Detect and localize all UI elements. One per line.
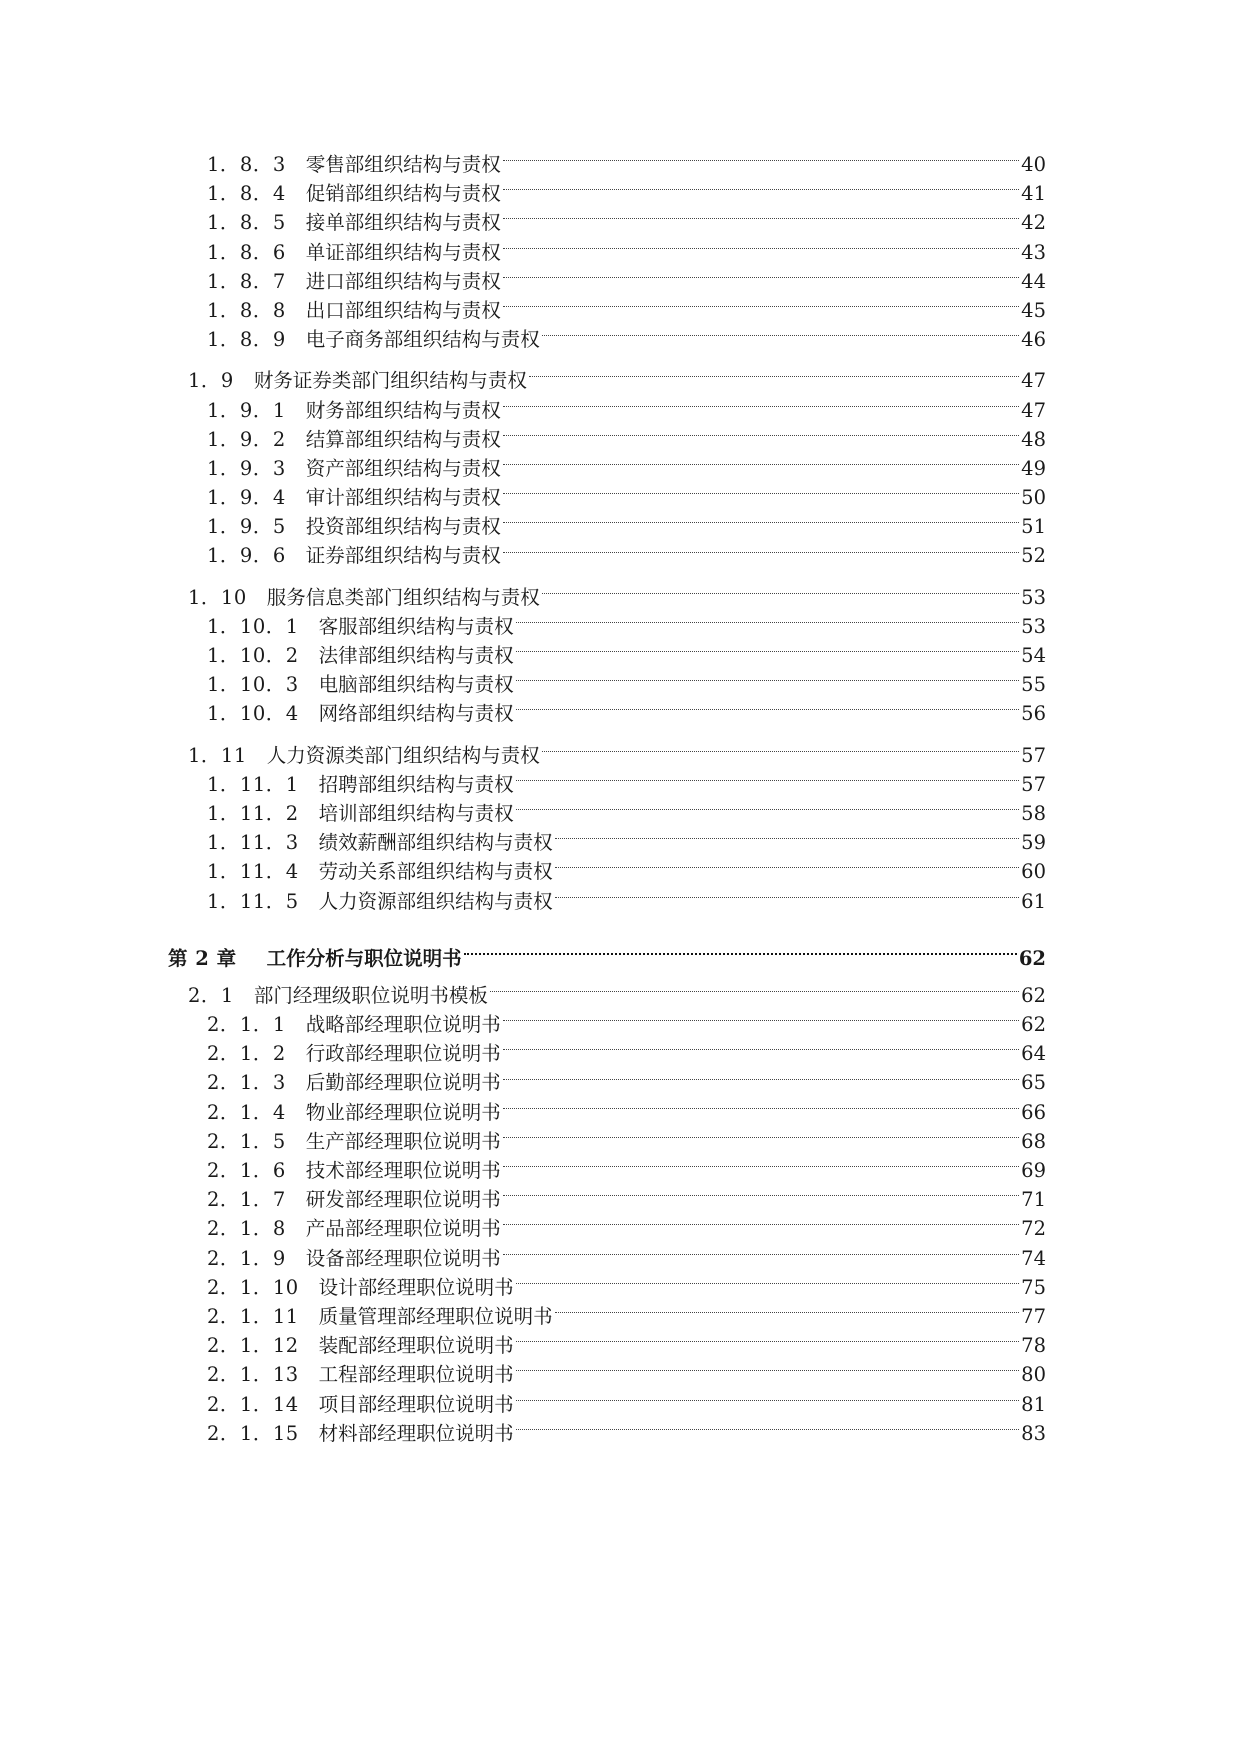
toc-title: 电脑部组织结构与责权: [318, 673, 514, 697]
toc-number: 2．1．7: [207, 1188, 286, 1212]
toc-title: 零售部组织结构与责权: [305, 153, 501, 176]
toc-number: 1．10．3: [207, 673, 299, 697]
toc-title: 研发部经理职位说明书: [305, 1188, 501, 1212]
toc-title: 招聘部组织结构与责权: [318, 772, 514, 796]
toc-entry[interactable]: [0, 828, 1241, 857]
toc-number: 1．9．2: [207, 427, 286, 451]
toc-page-number: 77: [1021, 1304, 1046, 1328]
toc-page-number: 83: [1021, 1421, 1046, 1445]
toc-page-number: 57: [1021, 743, 1046, 767]
toc-entry[interactable]: [0, 741, 1241, 770]
toc-page-number: 68: [1021, 1129, 1046, 1153]
toc-entry[interactable]: [0, 150, 1241, 179]
toc-entry[interactable]: [0, 1214, 1241, 1243]
toc-number: 1．11．5: [207, 889, 299, 913]
dot-leader: [555, 1312, 1020, 1313]
toc-title: 工程部经理职位说明书: [318, 1363, 514, 1387]
toc-entry[interactable]: [0, 483, 1241, 512]
dot-leader: [516, 1400, 1020, 1401]
toc-number: 2．1．11: [207, 1304, 299, 1328]
dot-leader: [503, 1020, 1019, 1021]
dot-leader: [503, 277, 1019, 278]
dot-leader: [503, 464, 1019, 465]
toc-page-number: 57: [1021, 772, 1046, 796]
toc-entry[interactable]: [0, 366, 1241, 395]
toc-number: 1．10．2: [207, 644, 299, 667]
toc-title: 财务部组织结构与责权: [305, 398, 501, 422]
toc-entry[interactable]: [0, 1010, 1241, 1039]
toc-title: 投资部组织结构与责权: [305, 515, 501, 539]
toc-title: 法律部组织结构与责权: [318, 644, 514, 667]
toc-number: 1．11．2: [207, 801, 299, 825]
dot-leader: [542, 335, 1019, 336]
toc-entry[interactable]: [0, 641, 1241, 670]
toc-entry[interactable]: [0, 179, 1241, 208]
toc-entry[interactable]: [0, 1068, 1241, 1097]
toc-number: 2．1．2: [207, 1042, 286, 1066]
table-of-contents: [0, 150, 1241, 1448]
toc-number: 1．9．5: [207, 515, 286, 539]
toc-entry[interactable]: [0, 670, 1241, 699]
toc-entry[interactable]: [0, 541, 1241, 570]
dot-leader: [516, 809, 1020, 810]
toc-page-number: 55: [1021, 673, 1046, 697]
toc-page-number: 60: [1021, 860, 1046, 884]
toc-title: 部门经理级职位说明书模板: [253, 983, 488, 1007]
toc-title: 结算部组织结构与责权: [305, 427, 501, 451]
toc-entry[interactable]: [0, 612, 1241, 641]
toc-page-number: 53: [1021, 585, 1046, 609]
dot-leader: [516, 709, 1020, 710]
toc-page-number: 54: [1021, 644, 1046, 667]
dot-leader: [503, 1166, 1019, 1167]
toc-page-number: 74: [1021, 1246, 1046, 1270]
toc-page-number: 48: [1021, 427, 1046, 451]
toc-entry[interactable]: [0, 325, 1241, 354]
toc-number: 1．9．6: [207, 544, 286, 568]
toc-number: 2．1．1: [207, 1013, 286, 1037]
toc-title: 物业部经理职位说明书: [305, 1100, 501, 1124]
toc-title: 生产部经理职位说明书: [305, 1129, 501, 1153]
dot-leader: [490, 991, 1019, 992]
toc-number: 1．8．9: [207, 328, 286, 352]
toc-title: 设备部经理职位说明书: [305, 1246, 501, 1270]
toc-number: 1．9．1: [207, 398, 286, 422]
dot-leader: [503, 248, 1019, 249]
toc-number: 2．1．12: [207, 1334, 299, 1358]
toc-page-number: 65: [1021, 1071, 1046, 1095]
toc-page-number: 56: [1021, 702, 1046, 726]
toc-entry[interactable]: [0, 238, 1241, 267]
toc-title: 资产部组织结构与责权: [305, 456, 501, 480]
dot-leader: [503, 522, 1019, 523]
toc-number: 1．10．1: [207, 614, 299, 638]
toc-title: 进口部组织结构与责权: [305, 269, 501, 293]
toc-title: 证券部组织结构与责权: [305, 544, 501, 568]
toc-number: 1．9．4: [207, 486, 286, 510]
dot-leader: [503, 1195, 1019, 1196]
dot-leader: [516, 1283, 1020, 1284]
dot-leader: [503, 1108, 1019, 1109]
toc-title: 装配部经理职位说明书: [318, 1334, 514, 1358]
toc-page-number: 42: [1021, 211, 1046, 235]
toc-number: 1．8．3: [207, 153, 286, 176]
dot-leader: [542, 751, 1019, 752]
toc-number: 2．1．5: [207, 1129, 286, 1153]
toc-title: 绩效薪酬部组织结构与责权: [318, 831, 553, 855]
toc-entry[interactable]: [0, 1039, 1241, 1068]
toc-page-number: 43: [1021, 240, 1046, 264]
toc-page-number: 62: [1021, 983, 1046, 1007]
toc-title: 服务信息类部门组织结构与责权: [266, 585, 540, 609]
dot-leader: [503, 1224, 1019, 1225]
toc-number: 1．9．3: [207, 456, 286, 480]
dot-leader: [503, 160, 1019, 161]
toc-entry[interactable]: [0, 267, 1241, 296]
toc-page-number: 59: [1021, 831, 1046, 855]
toc-entry[interactable]: [0, 583, 1241, 612]
toc-title: 促销部组织结构与责权: [305, 182, 501, 206]
toc-number: 2．1．15: [207, 1421, 299, 1445]
toc-number: 2．1: [188, 983, 234, 1007]
toc-page-number: 72: [1021, 1217, 1046, 1241]
toc-page-number: 49: [1021, 456, 1046, 480]
toc-number: 2．1．14: [207, 1392, 299, 1416]
toc-title: 出口部组织结构与责权: [305, 298, 501, 322]
toc-entry[interactable]: [0, 1331, 1241, 1360]
toc-title: 财务证券类部门组织结构与责权: [253, 369, 527, 393]
toc-number: 1．11．4: [207, 860, 299, 884]
toc-entry[interactable]: [0, 1098, 1241, 1127]
toc-number: 1．8．5: [207, 211, 286, 235]
toc-title: 电子商务部组织结构与责权: [305, 328, 540, 352]
toc-number: 2．1．4: [207, 1100, 286, 1124]
toc-page-number: 52: [1021, 544, 1046, 568]
dot-leader: [516, 680, 1020, 681]
toc-page-number: 71: [1021, 1188, 1046, 1212]
toc-page-number: 64: [1021, 1042, 1046, 1066]
toc-page-number: 58: [1021, 801, 1046, 825]
dot-leader: [503, 406, 1019, 407]
toc-number: 2．1．8: [207, 1217, 286, 1241]
toc-number: 2．1．9: [207, 1246, 286, 1270]
dot-leader: [503, 218, 1019, 219]
toc-title: 客服部组织结构与责权: [318, 614, 514, 638]
toc-title: 网络部组织结构与责权: [318, 702, 514, 726]
toc-page-number: 47: [1021, 398, 1046, 422]
toc-title: 技术部经理职位说明书: [305, 1159, 501, 1182]
toc-title: 人力资源部组织结构与责权: [318, 889, 553, 913]
toc-entry[interactable]: [0, 1390, 1241, 1419]
toc-number: 1．10: [188, 585, 247, 609]
toc-entry[interactable]: [0, 944, 1241, 973]
toc-number: 1．11: [188, 743, 247, 767]
toc-number: 第 2 章: [168, 946, 237, 970]
toc-title: 材料部经理职位说明书: [318, 1421, 514, 1445]
dot-leader: [464, 953, 1017, 955]
toc-entry[interactable]: [0, 857, 1241, 886]
toc-entry[interactable]: [0, 1156, 1241, 1185]
toc-page-number: 81: [1021, 1392, 1046, 1416]
dot-leader: [503, 493, 1019, 494]
toc-title: 质量管理部经理职位说明书: [318, 1304, 553, 1328]
toc-page-number: 80: [1021, 1363, 1046, 1387]
toc-page-number: 46: [1021, 328, 1046, 352]
toc-entry[interactable]: [0, 1419, 1241, 1448]
dot-leader: [516, 1370, 1020, 1371]
toc-page-number: 44: [1021, 269, 1046, 293]
toc-number: 1．8．6: [207, 240, 286, 264]
toc-entry[interactable]: [0, 512, 1241, 541]
toc-entry[interactable]: [0, 1244, 1241, 1273]
toc-number: 1．10．4: [207, 702, 299, 726]
dot-leader: [529, 376, 1019, 377]
toc-page-number: 75: [1021, 1275, 1046, 1299]
dot-leader: [516, 651, 1020, 652]
toc-entry[interactable]: [0, 1185, 1241, 1214]
toc-page-number: 62: [1021, 1013, 1046, 1037]
toc-page-number: 45: [1021, 298, 1046, 322]
toc-title: 战略部经理职位说明书: [305, 1013, 501, 1037]
dot-leader: [503, 306, 1019, 307]
toc-entry[interactable]: [0, 770, 1241, 799]
toc-entry[interactable]: [0, 425, 1241, 454]
dot-leader: [555, 867, 1020, 868]
toc-number: 1．11．1: [207, 772, 299, 796]
toc-number: 1．8．7: [207, 269, 286, 293]
toc-entry[interactable]: [0, 396, 1241, 425]
toc-title: 行政部经理职位说明书: [305, 1042, 501, 1066]
toc-entry[interactable]: [0, 799, 1241, 828]
toc-title: 项目部经理职位说明书: [318, 1392, 514, 1416]
toc-entry[interactable]: [0, 1360, 1241, 1389]
toc-entry[interactable]: [0, 887, 1241, 916]
toc-title: 产品部经理职位说明书: [305, 1217, 501, 1241]
toc-title: 人力资源类部门组织结构与责权: [266, 743, 540, 767]
toc-number: 1．8．8: [207, 298, 286, 322]
dot-leader: [503, 1079, 1019, 1080]
toc-page-number: 40: [1021, 153, 1046, 176]
toc-number: 2．1．10: [207, 1275, 299, 1299]
dot-leader: [516, 622, 1020, 623]
toc-title: 审计部组织结构与责权: [305, 486, 501, 510]
dot-leader: [503, 552, 1019, 553]
toc-entry[interactable]: [0, 1273, 1241, 1302]
toc-page-number: 53: [1021, 614, 1046, 638]
toc-page-number: 41: [1021, 182, 1046, 206]
toc-entry[interactable]: [0, 1302, 1241, 1331]
toc-number: 1．11．3: [207, 831, 299, 855]
toc-title: 培训部组织结构与责权: [318, 801, 514, 825]
dot-leader: [503, 435, 1019, 436]
toc-page-number: 61: [1021, 889, 1046, 913]
toc-title: 单证部组织结构与责权: [305, 240, 501, 264]
dot-leader: [555, 897, 1020, 898]
toc-title: 劳动关系部组织结构与责权: [318, 860, 553, 884]
toc-number: 2．1．3: [207, 1071, 286, 1095]
toc-entry[interactable]: [0, 1127, 1241, 1156]
dot-leader: [503, 189, 1019, 190]
toc-entry[interactable]: [0, 699, 1241, 728]
toc-entry[interactable]: [0, 208, 1241, 237]
dot-leader: [516, 1341, 1020, 1342]
dot-leader: [516, 780, 1020, 781]
toc-page-number: 66: [1021, 1100, 1046, 1124]
toc-page-number: 50: [1021, 486, 1046, 510]
toc-number: 2．1．6: [207, 1159, 286, 1182]
toc-page-number: 47: [1021, 369, 1046, 393]
toc-entry[interactable]: [0, 296, 1241, 325]
toc-number: 1．9: [188, 369, 234, 393]
toc-title: 设计部经理职位说明书: [318, 1275, 514, 1299]
toc-entry[interactable]: [0, 981, 1241, 1010]
toc-number: 1．8．4: [207, 182, 286, 206]
toc-number: 2．1．13: [207, 1363, 299, 1387]
toc-page-number: 69: [1021, 1159, 1046, 1182]
dot-leader: [503, 1254, 1019, 1255]
toc-title: 接单部组织结构与责权: [305, 211, 501, 235]
dot-leader: [542, 593, 1019, 594]
dot-leader: [503, 1049, 1019, 1050]
dot-leader: [503, 1137, 1019, 1138]
dot-leader: [555, 838, 1020, 839]
toc-page-number: 62: [1018, 946, 1046, 970]
dot-leader: [516, 1429, 1020, 1430]
toc-page-number: 78: [1021, 1334, 1046, 1358]
toc-title: 后勤部经理职位说明书: [305, 1071, 501, 1095]
toc-title: 工作分析与职位说明书: [266, 946, 462, 970]
toc-page-number: 51: [1021, 515, 1046, 539]
toc-entry[interactable]: [0, 454, 1241, 483]
